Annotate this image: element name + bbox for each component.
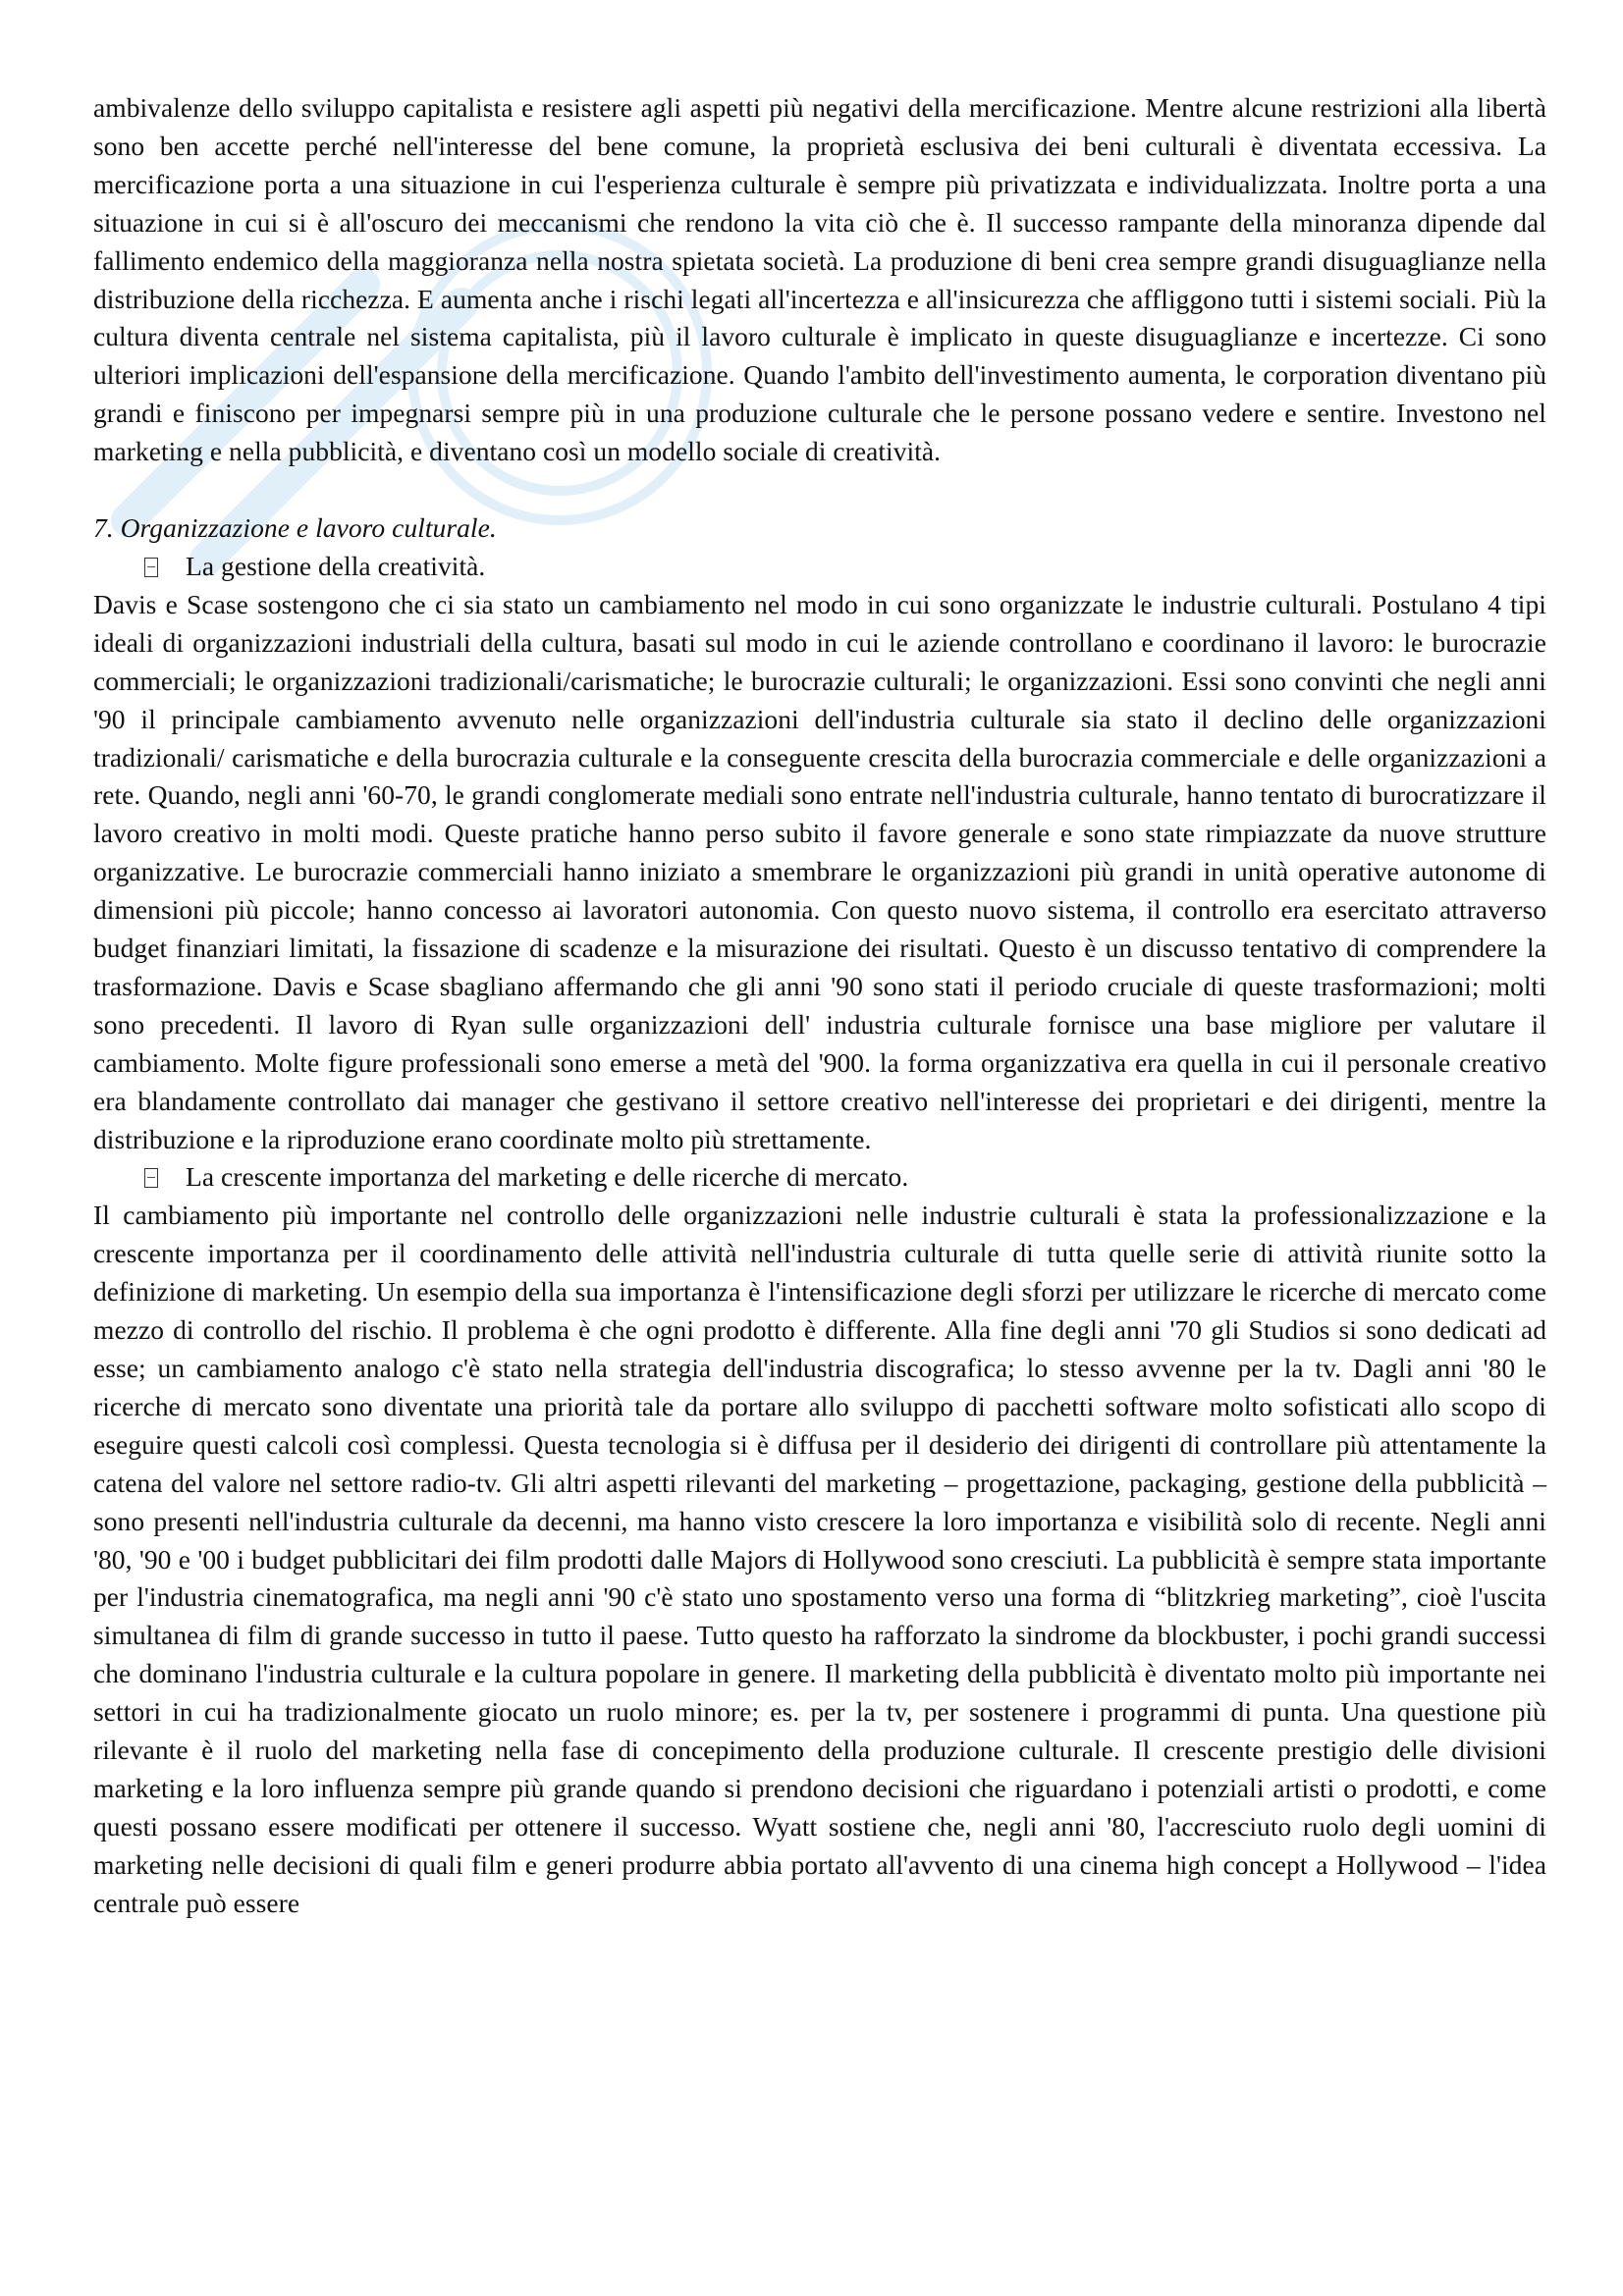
paragraph-gap — [93, 471, 1546, 509]
bullet-text: La gestione della creatività. — [186, 550, 486, 581]
paragraph-marketing: Il cambiamento più importante nel controllo delle organizzazioni nelle industrie culturali è stata la professionalizzazione e la crescente importanza per il coordinamento delle attività nell'industria culturale di tutta quelle serie di attività riunite sotto la definizione di marketing. Un esempio della sua importanza è l'intensificazione degli sforzi per utilizzare le ricerche di mercato come mezzo di controllo del rischio. Il problema è che ogni prodotto è differente. Alla fine degli anni '70 gli Studios si sono dedicati ad esse; un cambiamento analogo c'è stato nella strategia dell'industria discografica; lo stesso avvenne per la tv. Dagli anni '80 le ricerche di mercato sono diventate una priorità tale da portare allo sviluppo di pacchetti software molto sofisticati allo scopo di eseguire questi calcoli così complessi. Questa tecnologia si è diffusa per il desiderio dei dirigenti di controllare più attentamente la catena del valore nel settore radio-tv. Gli altri aspetti rilevanti del marketing – progettazione, packaging, gestione della pubblicità – sono presenti nell'industria culturale da decenni, ma hanno visto crescere la loro importanza e visibilità solo di recente. Negli anni '80, '90 e '00 i budget pubblicitari dei film prodotti dalle Majors di Hollywood sono cresciuti. La pubblicità è sempre stata importante per l'industria cinematografica, ma negli anni '90 c'è stato uno spostamento verso una forma di “blitzkrieg marketing”, cioè l'uscita simultanea di film di grande successo in tutto il paese. Tutto questo ha rafforzato la sindrome da blockbuster, i pochi grandi successi che dominano l'industria culturale e la cultura popolare in genere. Il marketing della pubblicità è diventato molto più importante nei settori in cui ha tradizionalmente giocato un ruolo minore; es. per la tv, per sostenere i programmi di punta. Una questione più rilevante è il ruolo del marketing nella fase di concepimento della produzione culturale. Il crescente prestigio delle divisioni marketing e la loro influenza sempre più grande quando si prendono decisioni che riguardano i potenziali artisti o prodotti, e come questi possano essere modificati per ottenere il successo. Wyatt sostiene che, negli anni '80, l'accresciuto ruolo degli uomini di marketing nelle decisioni di quali film e generi produrre abbia portato all'avvento di una cinema high concept a Hollywood – l'idea centrale può essere — [93, 1200, 1546, 1918]
bullet-text: La crescente importanza del marketing e delle ricerche di mercato. — [186, 1161, 909, 1193]
paragraph-intro: ambivalenze dello sviluppo capitalista e resistere agli aspetti più negativi della mercificazione. Mentre alcune restrizioni alla libertà sono ben accette perché nell'interesse del bene comune, la proprietà esclusiva dei beni culturali è diventata eccessiva. La mercificazione porta a una situazione in cui l'esperienza culturale è sempre più privatizzata e individualizzata. Inoltre porta a una situazione in cui si è all'oscuro dei meccanismi che rendono la vita ciò che è. Il successo rampante della minoranza dipende dal fallimento endemico della maggioranza nella nostra spietata società. La produzione di beni crea sempre grandi disuguaglianze nella distribuzione della ricchezza. E aumenta anche i rischi legati all'incertezza e all'insicurezza che affliggono tutti i sistemi sociali. Più la cultura diventa centrale nel sistema capitalista, più il lavoro culturale è implicato in queste disuguaglianze e incertezze. Ci sono ulteriori implicazioni dell'espansione della mercificazione. Quando l'ambito dell'investimento aumenta, le corporation diventano più grandi e finiscono per impegnarsi sempre più in una produzione culturale che le persone possano vedere e sentire. Investono nel marketing e nella pubblicità, e diventano così un modello sociale di creatività. — [93, 92, 1546, 467]
square-bullet-icon — [144, 558, 158, 577]
bullet-item-creativity — [93, 548, 1546, 586]
paragraph-davis-scase: Davis e Scase sostengono che ci sia stato un cambiamento nel modo in cui sono organizzate le industrie culturali. Postulano 4 tipi ideali di organizzazioni industriali della cultura, basati sul modo in cui le aziende controllano e coordinano il lavoro: le burocrazie commerciali; le organizzazioni tradizionali/carismatiche; le burocrazie culturali; le organizzazioni. Essi sono convinti che negli anni '90 il principale cambiamento avvenuto nelle organizzazioni dell'industria culturale sia stato il declino delle organizzazioni tradizionali/ carismatiche e della burocrazia culturale e la conseguente crescita della burocrazia commerciale e delle organizzazioni a rete. Quando, negli anni '60-70, le grandi conglomerate mediali sono entrate nell'industria culturale, hanno tentato di burocratizzare il lavoro creativo in molti modi. Queste pratiche hanno perso subito il favore generale e sono state rimpiazzate da nuove strutture organizzative. Le burocrazie commerciali hanno iniziato a smembrare le organizzazioni più grandi in unità operative autonome di dimensioni più piccole; hanno concesso ai lavoratori autonomia. Con questo nuovo sistema, il controllo era esercitato attraverso budget finanziari limitati, la fissazione di scadenze e la misurazione dei risultati. Questo è un discusso tentativo di comprendere la trasformazione. Davis e Scase sbagliano affermando che gli anni '90 sono stati il periodo cruciale di queste trasformazioni; molti sono precedenti. Il lavoro di Ryan sulle organizzazioni dell' industria culturale fornisce una base migliore per valutare il cambiamento. Molte figure professionali sono emerse a metà del '900. la forma organizzativa era quella in cui il personale creativo era blandamente controllato dai manager che gestivano il settore creativo nell'interesse dei proprietari e dei dirigenti, mentre la distribuzione e la riproduzione erano coordinate molto più strettamente. — [93, 588, 1546, 1154]
section-heading: 7. Organizzazione e lavoro culturale. — [93, 512, 497, 544]
bullet-item-marketing — [93, 1158, 1546, 1197]
square-bullet-icon — [144, 1168, 158, 1188]
document-page — [93, 89, 1546, 1923]
